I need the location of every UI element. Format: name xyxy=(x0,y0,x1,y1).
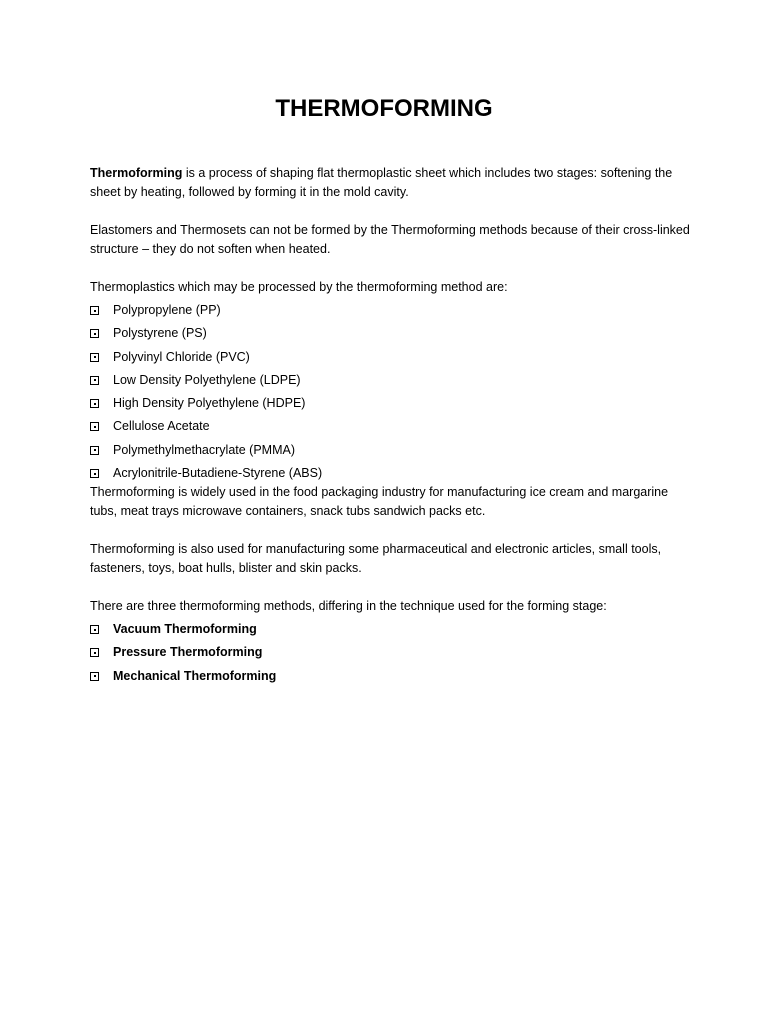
list-item-text: Low Density Polyethylene (LDPE) xyxy=(113,372,301,387)
list-item xyxy=(90,324,690,347)
boxed-dot-icon xyxy=(90,446,99,455)
other-uses-paragraph: Thermoforming is also used for manufacturing some pharmaceutical and electronic articles, small tools, fasteners, toys, boat hulls, blister and skin packs. xyxy=(90,542,662,575)
boxed-dot-icon xyxy=(90,648,99,657)
list-item-text: Cellulose Acetate xyxy=(113,419,210,434)
food-packaging-paragraph: Thermoforming is widely used in the food packaging industry for manufacturing ice cream and margarine tubs, meat trays microwave containers, snack tubs sandwich packs etc. xyxy=(90,485,669,518)
methods-list xyxy=(90,620,690,690)
list-item-text: Polypropylene (PP) xyxy=(113,303,221,317)
boxed-dot-icon xyxy=(90,376,99,385)
boxed-dot-icon xyxy=(90,306,99,315)
methods-intro-paragraph: There are three thermoforming methods, differing in the technique used for the forming stage: xyxy=(90,599,607,613)
list-item xyxy=(90,394,690,417)
boxed-dot-icon xyxy=(90,422,99,431)
list-item xyxy=(90,417,690,440)
list-item-text: Vacuum Thermoforming xyxy=(113,622,257,636)
boxed-dot-icon xyxy=(90,353,99,362)
list-item xyxy=(90,371,690,394)
list-item xyxy=(90,348,690,371)
list-item-text: Acrylonitrile-Butadiene-Styrene (ABS) xyxy=(113,466,323,481)
boxed-dot-icon xyxy=(90,329,99,338)
list-item-text: Polystyrene (PS) xyxy=(113,326,207,341)
intro-rest-text: is a process of shaping flat thermoplastic sheet which includes two stages: softening the sheet by heating, followed by forming it in the mold cavity. xyxy=(90,166,673,199)
intro-lead-term: Thermoforming xyxy=(90,166,183,180)
list-item xyxy=(90,301,690,324)
list-item xyxy=(90,620,690,643)
page-title: THERMOFORMING xyxy=(275,95,493,122)
intro-paragraph xyxy=(90,164,690,202)
list-item-text: Polymethylmethacrylate (PMMA) xyxy=(113,442,295,457)
list-item xyxy=(90,667,690,690)
list-item-text: Pressure Thermoforming xyxy=(113,645,263,660)
list-item-text: Mechanical Thermoforming xyxy=(113,668,277,683)
list-item xyxy=(90,441,690,464)
materials-list xyxy=(90,301,690,487)
list-item xyxy=(90,643,690,666)
boxed-dot-icon xyxy=(90,469,99,478)
materials-intro-paragraph: Thermoplastics which may be processed by the thermoforming method are: xyxy=(90,280,508,294)
list-item-text: Polyvinyl Chloride (PVC) xyxy=(113,349,250,364)
boxed-dot-icon xyxy=(90,672,99,681)
boxed-dot-icon xyxy=(90,625,99,634)
elastomers-paragraph: Elastomers and Thermosets can not be formed by the Thermoforming methods because of their cross-linked structure – they do not soften when heated. xyxy=(90,223,690,256)
boxed-dot-icon xyxy=(90,399,99,408)
list-item-text: High Density Polyethylene (HDPE) xyxy=(113,396,306,411)
